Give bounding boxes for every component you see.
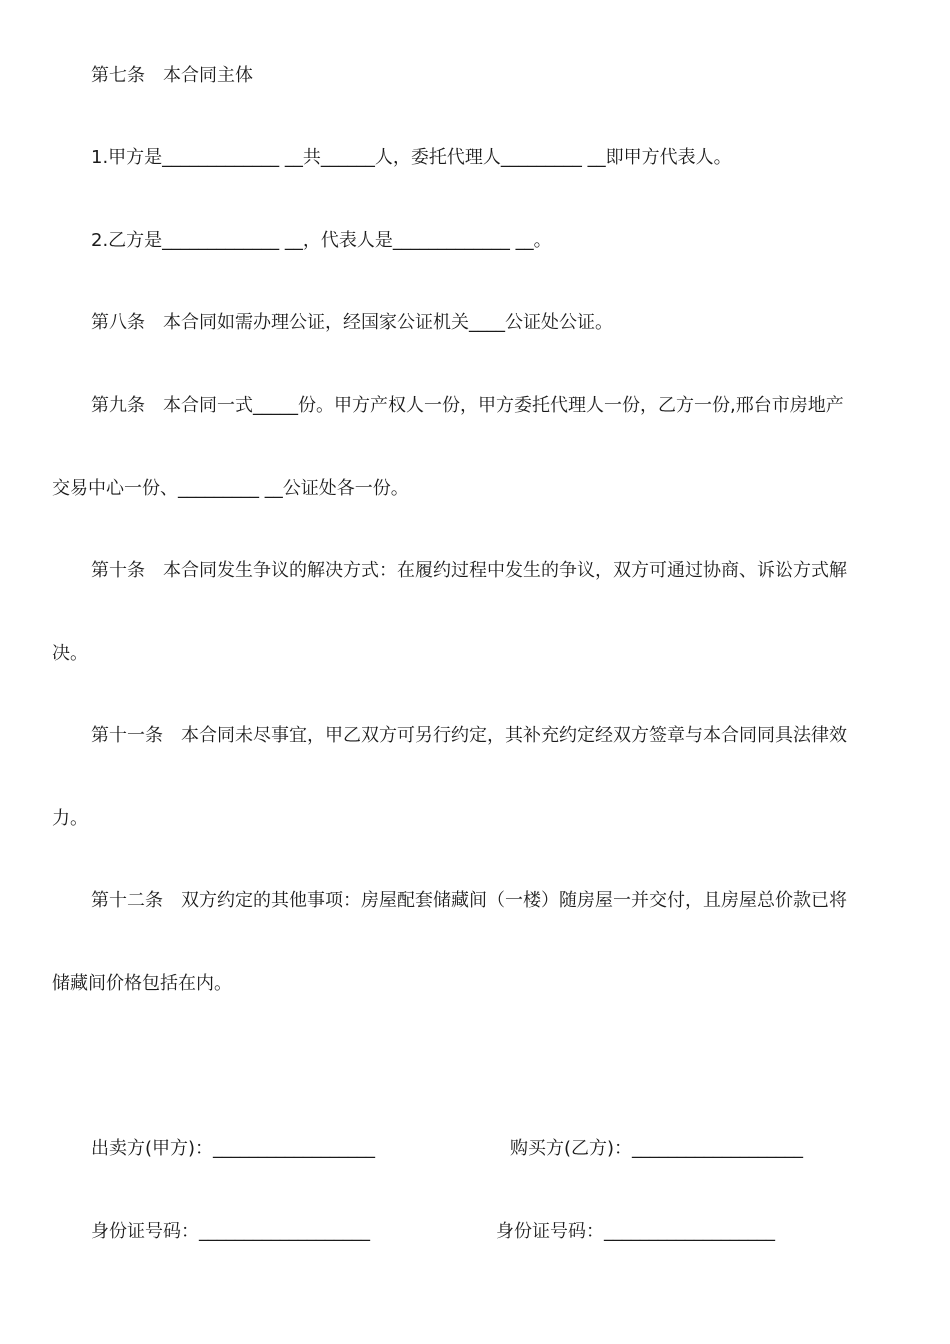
article-12-line-1: 第十二条 双方约定的其他事项：房屋配套储藏间（一楼）随房屋一并交付，且房屋总价款已将 [91,890,847,911]
seller-signature-field: 出卖方(甲方)：__________________ [91,1138,376,1159]
article-11-line-2: 力。 [52,808,88,829]
article-11-line-1: 第十一条 本合同未尽事宜，甲乙双方可另行约定，其补充约定经双方签章与本合同同具法律效 [91,725,847,746]
seller-id-field: 身份证号码：___________________ [91,1221,370,1242]
article-7-clause-1: 1.甲方是_____________ __共______人，委托代理人_________ __即甲方代表人。 [91,147,732,168]
article-8: 第八条 本合同如需办理公证，经国家公证机关____公证处公证。 [91,312,613,333]
article-12-line-2: 储藏间价格包括在内。 [52,973,232,994]
buyer-id-field: 身份证号码：___________________ [496,1221,775,1242]
buyer-signature-field: 购买方(乙方)：___________________ [510,1138,804,1159]
article-7-clause-2: 2.乙方是_____________ __，代表人是_____________ __。 [91,230,552,251]
article-9-line-2: 交易中心一份、_________ __公证处各一份。 [52,478,409,499]
article-9-line-1: 第九条 本合同一式_____份。甲方产权人一份，甲方委托代理人一份，乙方一份,邢台市房地产 [91,395,844,416]
article-7-heading: 第七条 本合同主体 [91,65,253,86]
article-10-line-1: 第十条 本合同发生争议的解决方式：在履约过程中发生的争议，双方可通过协商、诉讼方式解 [91,560,847,581]
article-10-line-2: 决。 [52,643,88,664]
